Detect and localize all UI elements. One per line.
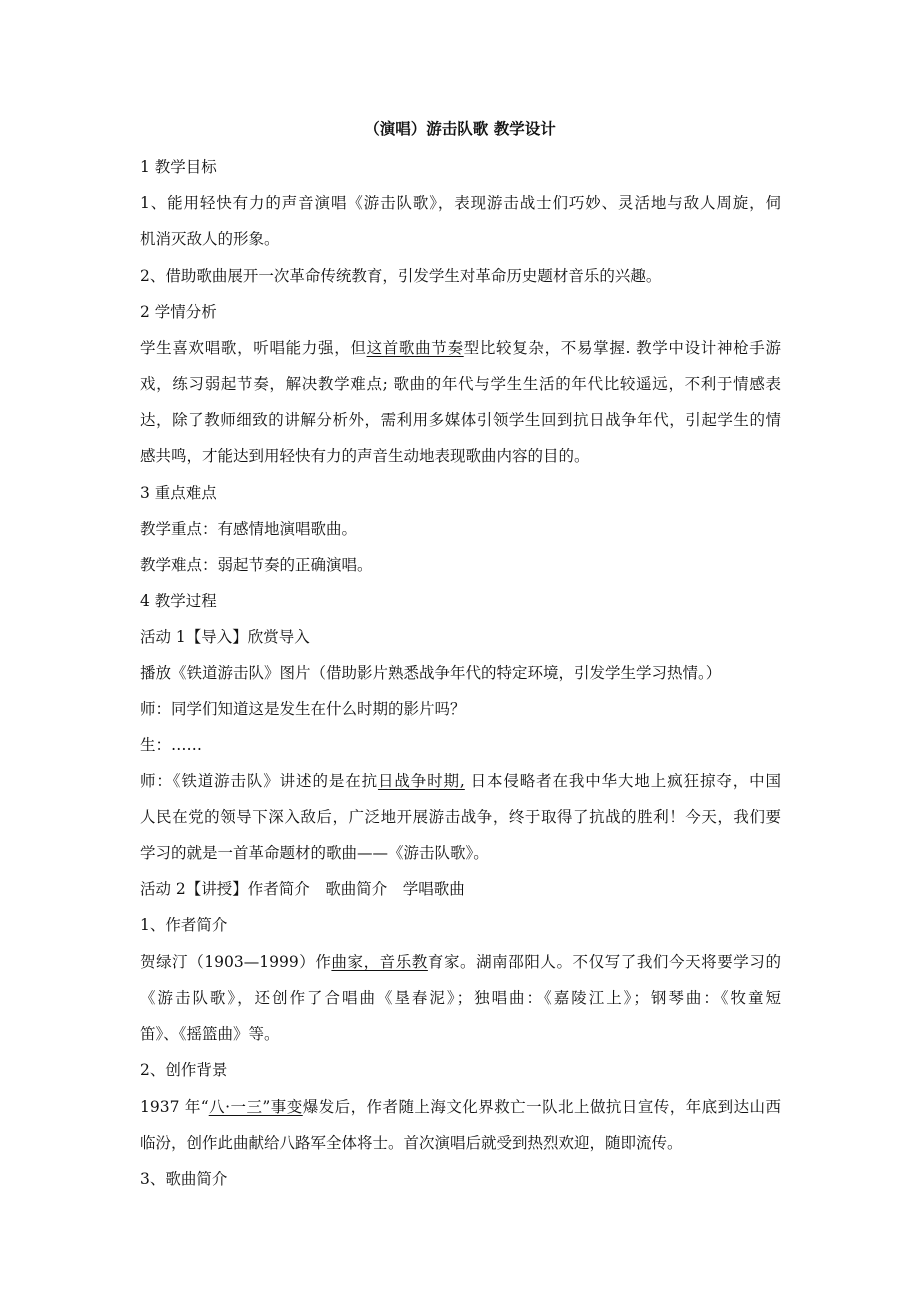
teacher-line-2: 人民在党的领导下深入敌后，广泛地开展游击战争，终于取得了抗战的胜利！今天，我们要	[140, 808, 781, 826]
author-line-2: 《游击队歌》，还创作了合唱曲《垦春泥》；独唱曲：《嘉陵江上》；钢琴曲：《牧童短	[140, 989, 781, 1007]
key-point: 教学重点：有感情地演唱歌曲。	[140, 520, 358, 538]
analysis-line-2: 戏，练习弱起节奏，解决教学难点; 歌曲的年代与学生生活的年代比较遥远，不利于情感表	[140, 375, 781, 393]
activity-1-play: 播放《铁道游击队》图片（借助影片熟悉战争年代的特定环境，引发学生学习热情。）	[140, 664, 722, 682]
goal-2: 2、借助歌曲展开一次革命传统教育，引发学生对革命历史题材音乐的兴趣。	[140, 267, 662, 285]
author-heading: 1、作者简介	[140, 916, 228, 934]
analysis-heading: 2 学情分析	[140, 303, 217, 321]
analysis-line-1-end: 型比较复杂，不易掌握. 教学中设计神枪手游	[463, 339, 781, 357]
teacher-question: 师：同学们知道这是发生在什么时期的影片吗？	[140, 700, 466, 718]
activity-2-heading: 活动 2【讲授】作者简介 歌曲简介 学唱歌曲	[140, 880, 465, 898]
student-answer: 生：……	[140, 736, 203, 754]
author-line-1-start: 贺绿汀（1903—1999）作	[140, 953, 332, 971]
goal-1-line-1: 1、能用轻快有力的声音演唱《游击队歌》，表现游击战士们巧妙、灵活地与敌人周旋，伺	[140, 194, 781, 212]
background-underlined-phrase: 八·一三”事变	[208, 1098, 303, 1116]
goals-heading: 1 教学目标	[140, 158, 217, 176]
teacher-line-1	[140, 771, 781, 791]
author-line-3: 笛》、《摇篮曲》等。	[140, 1025, 280, 1043]
activity-1-heading: 活动 1【导入】欣赏导入	[140, 628, 310, 646]
background-line-2: 临汾，创作此曲献给八路军全体将士。首次演唱后就受到热烈欢迎，随即流传。	[140, 1134, 683, 1152]
difficult-point: 教学难点：弱起节奏的正确演唱。	[140, 556, 373, 574]
author-underlined-phrase: 曲家，音乐教	[331, 953, 428, 971]
key-points-heading: 3 重点难点	[140, 484, 217, 502]
analysis-line-4: 感共鸣，才能达到用轻快有力的声音生动地表现歌曲内容的目的。	[140, 447, 590, 465]
analysis-line-3: 达，除了教师细致的讲解分析外，需利用多媒体引领学生回到抗日战争年代，引起学生的情	[140, 411, 781, 429]
process-heading: 4 教学过程	[140, 592, 217, 610]
author-line-1	[140, 952, 781, 972]
background-line-1-end: 爆发后，作者随上海文化界救亡一队北上做抗日宣传，年底到达山西	[302, 1098, 781, 1116]
teacher-line-3: 学习的就是一首革命题材的歌曲——《游击队歌》。	[140, 844, 489, 862]
background-line-1-start: 1937 年“	[140, 1098, 209, 1116]
song-intro-heading: 3、歌曲简介	[140, 1170, 228, 1188]
analysis-line-1-start: 学生喜欢唱歌，听唱能力强，但	[140, 339, 367, 357]
teacher-underlined-phrase: 日战争时期,	[377, 772, 465, 790]
document-title: （演唱）游击队歌 教学设计	[364, 120, 556, 138]
background-line-1	[140, 1097, 781, 1117]
author-line-1-end: 育家。湖南邵阳人。不仅写了我们今天将要学习的	[427, 953, 781, 971]
teacher-line-1-end: 日本侵略者在我中华大地上疯狂掠夺，中国	[464, 772, 781, 790]
teacher-line-1-start: 师：《铁道游击队》讲述的是在抗	[140, 772, 378, 790]
background-heading: 2、创作背景	[140, 1061, 228, 1079]
goal-1-line-2: 机消灭敌人的形象。	[140, 230, 280, 248]
analysis-line-1	[140, 338, 781, 358]
analysis-underlined-phrase: 这首歌曲节奏	[366, 339, 464, 357]
